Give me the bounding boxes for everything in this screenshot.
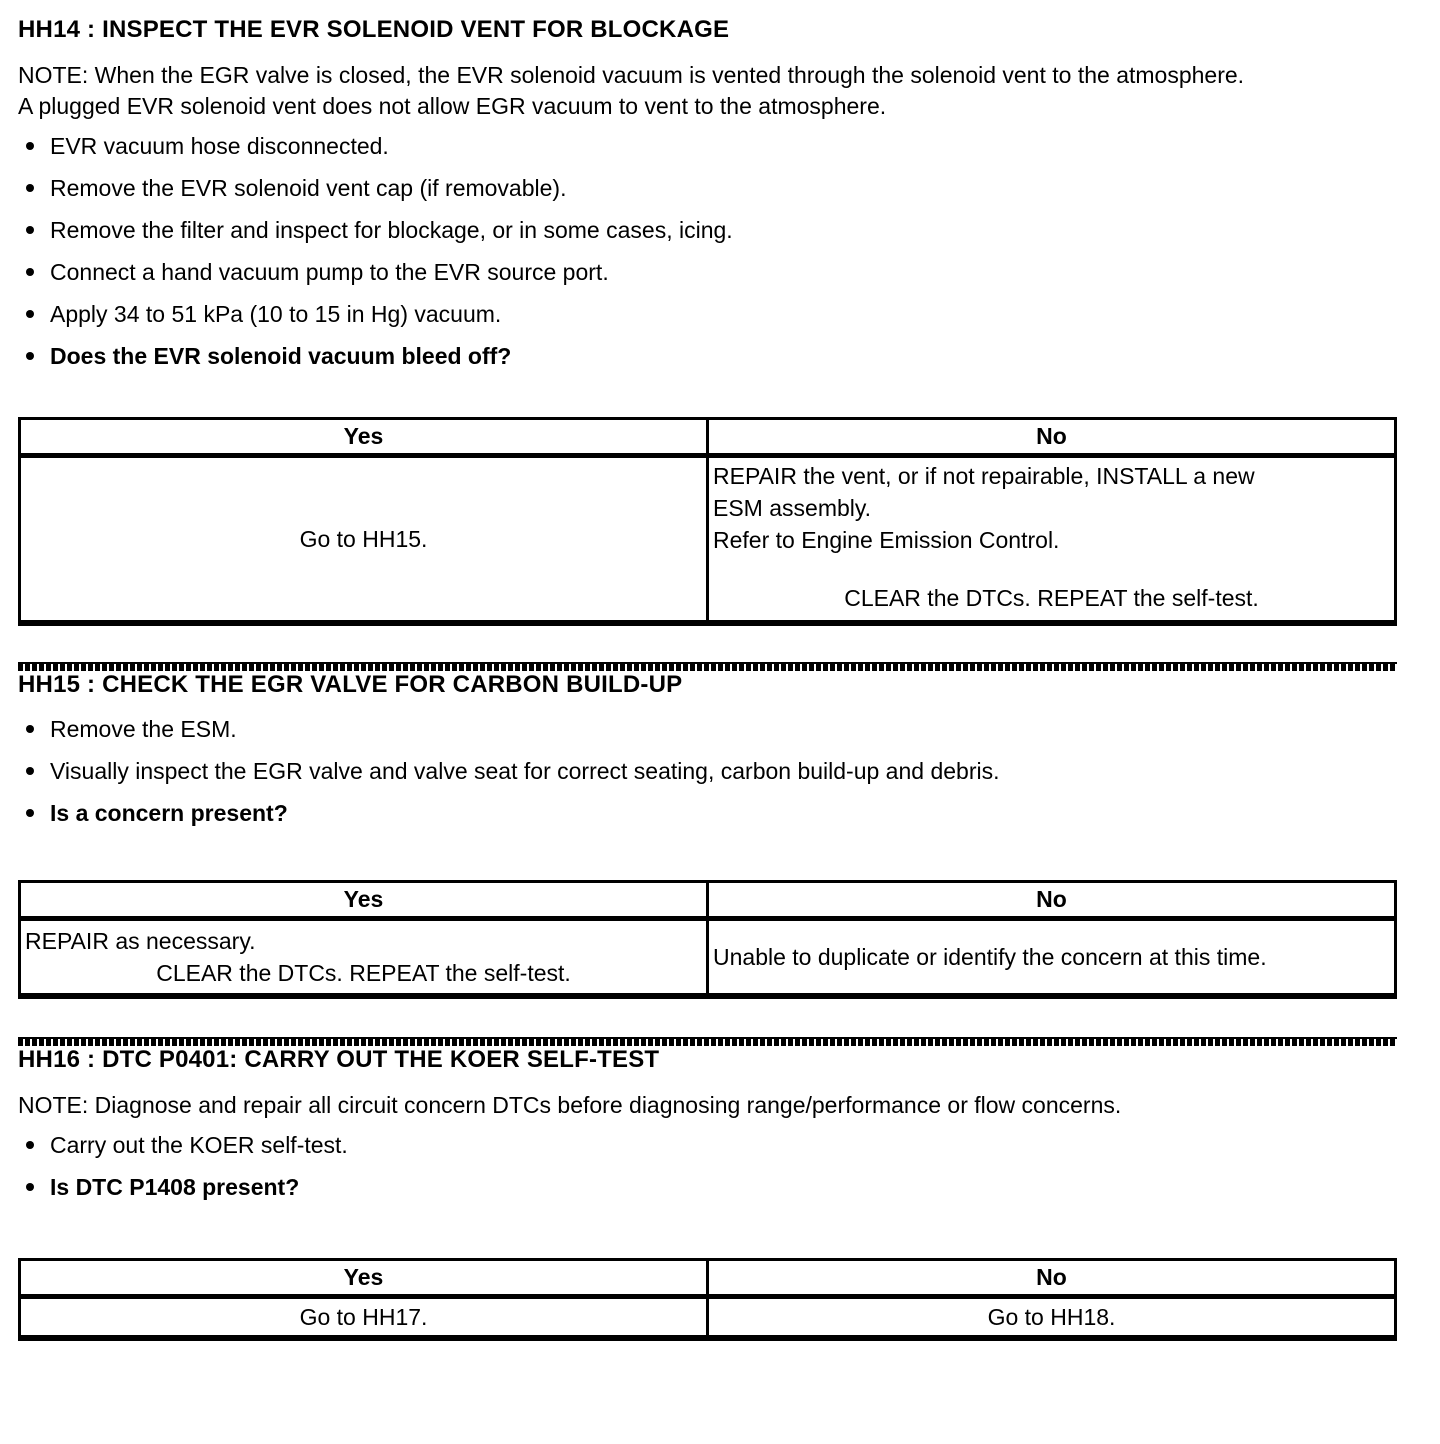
bullet-icon [26,268,34,276]
section-hh15 [18,671,1422,999]
yes-header: Yes [20,1260,708,1297]
bullet-text: Is a concern present? [50,800,288,826]
no-header: No [708,419,1396,456]
bullet-list-hh15 [18,715,1422,827]
decision-table-hh14 [18,417,1397,626]
note-paragraph-hh16: NOTE: Diagnose and repair all circuit concern DTCs before diagnosing range/performance or flow concerns. [18,1092,1122,1118]
table-row [20,1297,1396,1339]
cell-line: ESM assembly. [713,495,872,521]
bullet-text: Is DTC P1408 present? [50,1174,300,1200]
no-cell [708,456,1396,624]
bullet-icon [26,310,34,318]
bullet-icon [26,184,34,192]
bullet-text: Visually inspect the EGR valve and valve seat for correct seating, carbon build-up and debris. [50,758,1000,784]
bullet-item-question [18,799,1422,827]
bullet-list-hh14 [18,132,1422,370]
cell-line-clear: CLEAR the DTCs. REPEAT the self-test. [844,585,1259,611]
bullet-item [18,216,1422,244]
bullet-item [18,1131,1422,1159]
bullet-item-question [18,1173,1422,1201]
yes-cell [20,919,708,997]
bullet-text: Does the EVR solenoid vacuum bleed off? [50,343,512,369]
bullet-icon [26,809,34,817]
yes-cell: Go to HH15. [20,456,708,624]
note-paragraph-hh14: NOTE: When the EGR valve is closed, the EVR solenoid vacuum is vented through the solenoid vent to the atmosphere. A plugged EVR solenoid vent does not allow EGR vacuum to vent to the atmosphere. [18,62,1245,119]
no-header: No [708,882,1396,919]
section-heading-hh16: HH16 : DTC P0401: CARRY OUT THE KOER SELF-TEST [18,1046,660,1073]
bullet-item [18,300,1422,328]
bullet-text: Remove the EVR solenoid vent cap (if removable). [50,175,567,201]
no-cell: Unable to duplicate or identify the concern at this time. [708,919,1396,997]
cell-line-clear: CLEAR the DTCs. REPEAT the self-test. [156,960,571,986]
bullet-icon [26,725,34,733]
section-heading-hh15: HH15 : CHECK THE EGR VALVE FOR CARBON BUILD-UP [18,671,683,698]
section-divider [18,662,1397,671]
section-divider [18,1037,1397,1046]
bullet-item [18,174,1422,202]
yes-header: Yes [20,419,708,456]
bullet-text: Remove the ESM. [50,716,237,742]
yes-cell: Go to HH17. [20,1297,708,1339]
bullet-icon [26,142,34,150]
bullet-icon [26,767,34,775]
bullet-text: EVR vacuum hose disconnected. [50,133,389,159]
bullet-icon [26,352,34,360]
cell-line: REPAIR the vent, or if not repairable, INSTALL a new [713,463,1255,489]
decision-table-hh16 [18,1258,1397,1341]
bullet-icon [26,1183,34,1191]
bullet-text: Apply 34 to 51 kPa (10 to 15 in Hg) vacuum. [50,301,502,327]
bullet-text: Carry out the KOER self-test. [50,1132,348,1158]
bullet-item [18,132,1422,160]
bullet-item-question [18,342,1422,370]
table-row [20,456,1396,624]
section-hh16 [18,1046,1422,1341]
bullet-item [18,757,1422,785]
bullet-item [18,715,1422,743]
no-header: No [708,1260,1396,1297]
section-heading-hh14: HH14 : INSPECT THE EVR SOLENOID VENT FOR BLOCKAGE [18,16,730,43]
cell-line: REPAIR as necessary. [25,928,256,954]
section-hh14 [18,16,1422,626]
bullet-icon [26,1141,34,1149]
bullet-text: Remove the filter and inspect for blockage, or in some cases, icing. [50,217,733,243]
decision-table-hh15 [18,880,1397,999]
no-cell: Go to HH18. [708,1297,1396,1339]
bullet-list-hh16 [18,1131,1422,1201]
table-row [20,919,1396,997]
cell-line: Refer to Engine Emission Control. [713,527,1060,553]
bullet-item [18,258,1422,286]
bullet-icon [26,226,34,234]
bullet-text: Connect a hand vacuum pump to the EVR source port. [50,259,609,285]
yes-header: Yes [20,882,708,919]
